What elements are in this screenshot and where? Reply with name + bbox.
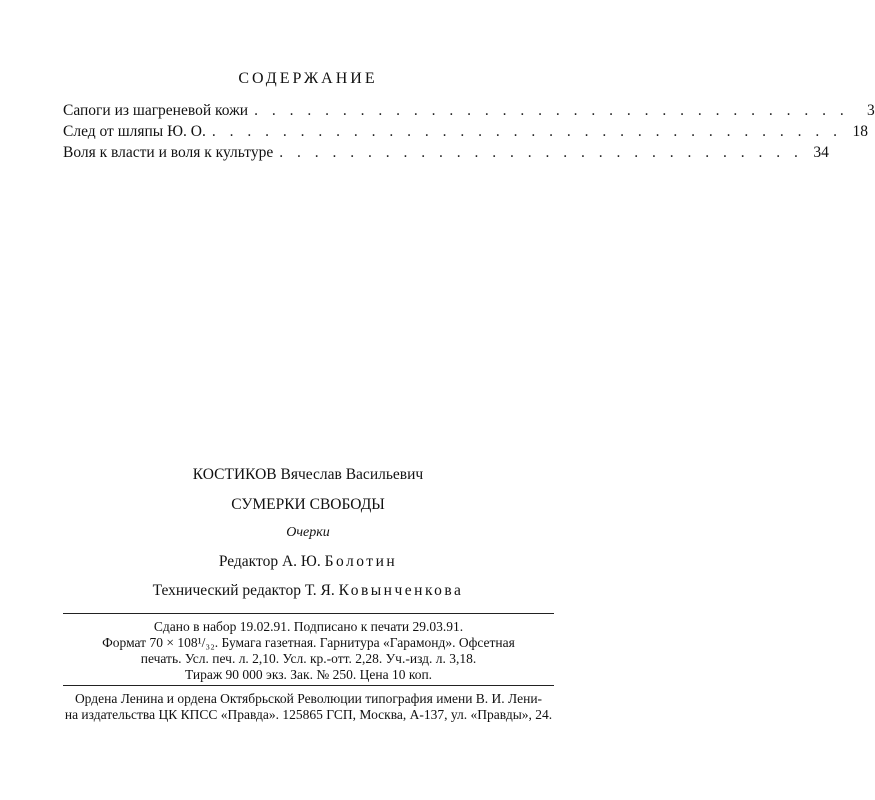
imprint-line: Формат 70 × 108¹/₃₂. Бумага газетная. Гарнитура «Гарамонд». Офсетная	[102, 635, 515, 650]
contents-heading: СОДЕРЖАНИЕ	[238, 70, 378, 87]
editor-line	[0, 553, 616, 571]
author-surname: КОСТИКОВ	[192, 466, 277, 483]
toc-entry-page: 34	[813, 144, 829, 161]
editor-surname: Болотин	[324, 553, 398, 570]
tech-editor-surname: Ковынченкова	[338, 582, 464, 599]
editor-initials: А. Ю.	[281, 553, 321, 570]
toc-entry-page: 18	[852, 123, 868, 140]
toc-leader-dots: . . . . . . . . . . . . . . . . . . . . . . . . . . . . . . . . . .	[254, 102, 849, 119]
tech-editor-initials: Т. Я.	[304, 582, 335, 599]
author-name: Вячеслав Васильевич	[280, 466, 424, 483]
divider	[63, 685, 554, 686]
toc-entry-page: 3	[866, 102, 875, 119]
toc-leader-dots: . . . . . . . . . . . . . . . . . . . . . . . . . . . . . .	[279, 144, 803, 161]
toc-entry-title: Воля к власти и воля к культуре	[63, 144, 274, 161]
divider	[63, 613, 554, 614]
toc-entry-title: След от шляпы Ю. О.	[63, 123, 206, 140]
imprint-line: Сдано в набор 19.02.91. Подписано к печати 29.03.91.	[153, 619, 464, 634]
imprint-line: печать. Усл. печ. л. 2,10. Усл. кр.-отт. 2,28. Уч.-изд. л. 3,18.	[140, 651, 477, 666]
tech-editor-line	[0, 582, 616, 600]
genre-label: Очерки	[286, 525, 330, 540]
toc-leader-dots: . . . . . . . . . . . . . . . . . . . . . . . . . . . . . . . . . . . .	[211, 123, 842, 140]
printer-line: Ордена Ленина и ордена Октябрьской Революции типография имени В. И. Лени-	[74, 691, 543, 706]
editor-label: Редактор	[218, 553, 279, 570]
book-title: СУМЕРКИ СВОБОДЫ	[231, 496, 385, 513]
printer-line: на издательства ЦК КПСС «Правда». 125865 ГСП, Москва, А-137, ул. «Правды», 24.	[64, 707, 553, 722]
toc-entry[interactable]	[63, 123, 868, 144]
author-line	[0, 466, 616, 484]
printer-block	[63, 691, 554, 723]
imprint-line: Тираж 90 000 экз. Зак. № 250. Цена 10 коп.	[184, 667, 433, 682]
table-of-contents	[63, 102, 875, 165]
tech-editor-label: Технический редактор	[152, 582, 301, 599]
toc-entry-title: Сапоги из шагреневой кожи	[63, 102, 249, 119]
toc-entry[interactable]	[63, 102, 875, 123]
imprint-block	[63, 619, 554, 683]
toc-entry[interactable]	[63, 144, 829, 165]
